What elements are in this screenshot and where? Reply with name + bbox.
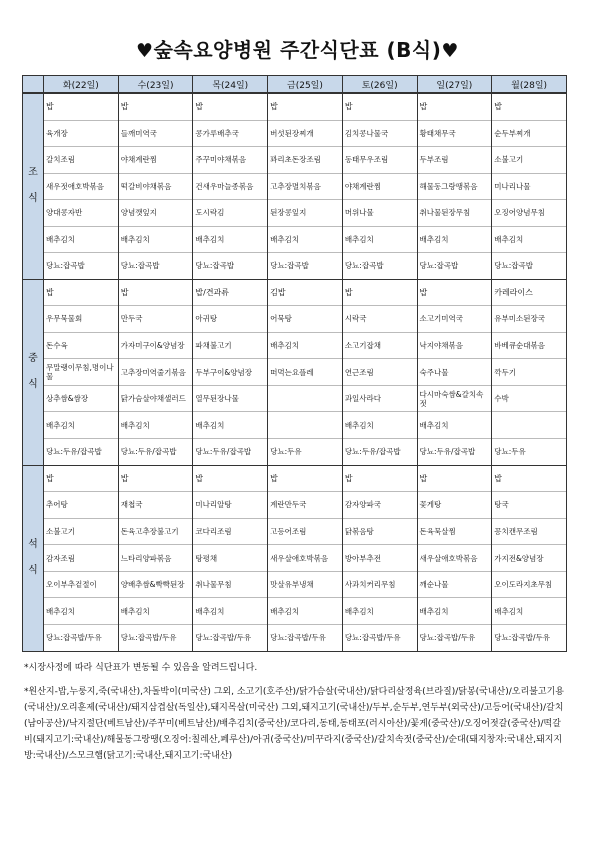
menu-item: 주꾸미야채볶음 [193, 147, 267, 174]
menu-item: 배추김치 [44, 598, 118, 625]
menu-cell [492, 465, 567, 651]
menu-item: 무말랭이무침,명이나물 [44, 359, 118, 386]
menu-item: 재첩국 [119, 492, 193, 519]
meal-label: 석 식 [23, 465, 44, 651]
menu-item: 새우젓애호박볶음 [44, 174, 118, 201]
menu-item: 수박 [492, 386, 566, 413]
menu-item: 순두부찌개 [492, 121, 566, 148]
menu-item-list [119, 280, 193, 465]
menu-item: 배추김치 [119, 598, 193, 625]
menu-item: 소불고기 [492, 147, 566, 174]
menu-item: 카레라이스 [492, 280, 566, 307]
menu-item-list [193, 280, 267, 465]
menu-item-list [343, 280, 417, 465]
menu-item-list [492, 280, 566, 465]
menu-item: 당뇨:잡곡밥 [270, 261, 309, 271]
menu-item: 돈수육 [44, 333, 118, 360]
day-header: 목(24일) [193, 76, 268, 94]
menu-item: 느타리양파볶음 [119, 545, 193, 572]
menu-item: 배추김치 [492, 598, 566, 625]
origin-text: *원산지-밥,누룽지,죽(국내산),차돌박이(미국산) 그외, 소고기(호주산)/닭가슴살(국내산)/닭다리살정육(브라질)/닭봉(국내산)/오리불고기용(국내산)/오리훈제(국내산)/돼지삼겹살(독일산),돼지목살(미국산) 그외,돼지고기(국내산)/두부,순두부,연두부(외국산)/고등어(국내산)/갈치(남아공산)/낙지절단(베트남산)/주꾸미(베트남산)/배추김치(중국산)/코다리,동태,동태포(러시아산)/꽃게(중국산)/오징어젓갈(중국산)/떡갈비(돼지고기:국내산)/해물동그랑땡(오징어:칠레산,페루산)/아귀(중국산)/미꾸라지(중국산)/갈치속젓(중국산)/순대(돼지창자:국내산,돼지지방:국내산)/스모크햄(닭고기:국내산,돼지고기:국내산) [24, 687, 564, 761]
menu-item: 코다리조림 [193, 519, 267, 546]
menu-item: 시락국 [343, 306, 417, 333]
menu-item: 밥 [343, 466, 417, 493]
menu-item: 떠먹는요플레 [268, 359, 342, 386]
menu-item: 새우살애호박볶음 [418, 545, 492, 572]
menu-item: 콩가루배추국 [193, 121, 267, 148]
menu-item-list [193, 94, 267, 279]
menu-item: 방아부추전 [343, 545, 417, 572]
menu-item: 상추쌈&쌈장 [44, 386, 118, 413]
menu-item [492, 412, 566, 439]
menu-item-list [343, 466, 417, 651]
menu-item: 당뇨:잡곡밥/두유 [270, 633, 326, 643]
menu-cell [417, 93, 492, 279]
menu-item: 감자양파국 [343, 492, 417, 519]
menu-item: 맛살유부냉채 [268, 572, 342, 599]
menu-item: 소불고기 [44, 519, 118, 546]
menu-item-list [119, 94, 193, 279]
menu-item: 배추김치 [343, 412, 417, 439]
menu-item: 당뇨:두유/잡곡밥 [120, 447, 177, 457]
menu-item: 소고기미역국 [418, 306, 492, 333]
menu-item: 가자미구이&양념장 [119, 333, 193, 360]
meal-row [23, 465, 567, 651]
menu-item: 밥 [44, 466, 118, 493]
heart-icon: ♥ [136, 40, 154, 62]
menu-item: 낙지야채볶음 [418, 333, 492, 360]
menu-item: 밥 [418, 466, 492, 493]
menu-item-list [193, 466, 267, 651]
day-header: 토(26일) [342, 76, 417, 94]
meal-label: 중 식 [23, 279, 44, 465]
menu-item: 배추김치 [492, 227, 566, 254]
menu-item: 파채불고기 [193, 333, 267, 360]
menu-item: 유부미소된장국 [492, 306, 566, 333]
menu-item: 김밥 [268, 280, 342, 307]
menu-item-list [44, 466, 118, 651]
menu-item: 배추김치 [343, 598, 417, 625]
menu-item: 사과치커리무침 [343, 572, 417, 599]
menu-item: 닭가슴살야채샐러드 [119, 386, 193, 413]
heart-icon: ♥ [441, 40, 459, 62]
menu-item: 양대콩자반 [44, 200, 118, 227]
menu-item: 들깨미역국 [119, 121, 193, 148]
menu-cell [118, 93, 193, 279]
menu-item: 고등어조림 [268, 519, 342, 546]
menu-item: 밥 [343, 280, 417, 307]
menu-item: 김치콩나물국 [343, 121, 417, 148]
menu-item: 당뇨:잡곡밥 [46, 261, 85, 271]
menu-cell [118, 279, 193, 465]
menu-item: 오징어양념무침 [492, 200, 566, 227]
menu-cell [118, 465, 193, 651]
menu-item: 감자조림 [44, 545, 118, 572]
menu-cell [268, 93, 343, 279]
menu-item-list [44, 280, 118, 465]
menu-item: 당뇨:잡곡밥/두유 [494, 633, 550, 643]
menu-item: 꽈리초돈장조림 [268, 147, 342, 174]
menu-item: 꽁치캔무조림 [492, 519, 566, 546]
menu-item: 오이부추겉절이 [44, 572, 118, 599]
menu-item: 당뇨:잡곡밥 [344, 261, 384, 271]
menu-item: 밥 [44, 280, 118, 307]
menu-item: 당뇨:잡곡밥/두유 [344, 633, 401, 643]
menu-item: 당뇨:잡곡밥 [120, 261, 160, 271]
menu-item: 계란만두국 [268, 492, 342, 519]
menu-item: 다시마숙쌈&갈치속젓 [418, 386, 492, 413]
menu-item: 당뇨:두유/잡곡밥 [46, 447, 102, 457]
menu-item: 당뇨:잡곡밥 [195, 261, 235, 271]
menu-item: 밥 [268, 94, 342, 121]
menu-item: 밥 [119, 466, 193, 493]
day-header: 수(23일) [118, 76, 193, 94]
menu-item: 밥 [193, 94, 267, 121]
meal-row [23, 93, 567, 279]
menu-item-list [119, 466, 193, 651]
menu-item: 머위나물 [343, 200, 417, 227]
menu-item: 고추장멸치볶음 [268, 174, 342, 201]
menu-item [268, 386, 342, 413]
menu-cell [193, 93, 268, 279]
meal-row [23, 279, 567, 465]
menu-item: 밥 [119, 94, 193, 121]
menu-item: 배추김치 [418, 598, 492, 625]
menu-item: 배추김치 [418, 227, 492, 254]
menu-cell [342, 465, 417, 651]
menu-item: 깨순나물 [418, 572, 492, 599]
menu-item: 된장콩잎지 [268, 200, 342, 227]
menu-cell [492, 279, 567, 465]
menu-item: 육개장 [44, 121, 118, 148]
menu-item: 양념깻잎지 [119, 200, 193, 227]
menu-item: 오이도라지초무침 [492, 572, 566, 599]
menu-item: 야채계란찜 [343, 174, 417, 201]
menu-item: 새우살애호박볶음 [268, 545, 342, 572]
menu-item: 취나물무침 [193, 572, 267, 599]
menu-item: 배추김치 [268, 333, 342, 360]
menu-item: 건새우마늘종볶음 [193, 174, 267, 201]
menu-item: 배추김치 [193, 227, 267, 254]
menu-item-list [44, 94, 118, 279]
menu-item: 배추김치 [268, 598, 342, 625]
menu-item: 밥 [418, 280, 492, 307]
menu-item-list [492, 94, 566, 279]
menu-item: 동태무우조림 [343, 147, 417, 174]
day-header: 화(22일) [44, 76, 119, 94]
menu-item: 숙주나물 [418, 359, 492, 386]
menu-item: 밥 [343, 94, 417, 121]
menu-item: 탕평채 [193, 545, 267, 572]
menu-cell [44, 465, 119, 651]
menu-item-list [268, 280, 342, 465]
menu-item: 밥 [268, 466, 342, 493]
notes [24, 660, 564, 772]
menu-body [23, 93, 567, 651]
menu-item: 당뇨:두유/잡곡밥 [419, 447, 476, 457]
day-header: 월(28일) [492, 76, 567, 94]
menu-item: 황태채무국 [418, 121, 492, 148]
menu-item-list [268, 466, 342, 651]
menu-item [268, 412, 342, 439]
menu-item: 깍두기 [492, 359, 566, 386]
menu-item: 연근조림 [343, 359, 417, 386]
menu-item: 아귀탕 [193, 306, 267, 333]
menu-item: 당뇨:두유/잡곡밥 [344, 447, 401, 457]
menu-item: 배추김치 [193, 598, 267, 625]
day-header: 일(27일) [417, 76, 492, 94]
menu-table [22, 75, 567, 652]
menu-item: 해물동그랑땡볶음 [418, 174, 492, 201]
menu-item: 배추김치 [119, 412, 193, 439]
menu-cell [193, 279, 268, 465]
menu-item: 갈치조림 [44, 147, 118, 174]
menu-item: 당뇨:잡곡밥 [419, 261, 459, 271]
menu-item-list [268, 94, 342, 279]
menu-item: 돈육묵살찜 [418, 519, 492, 546]
corner-cell [23, 76, 44, 94]
menu-item: 열무된장나물 [193, 386, 267, 413]
menu-item-list [418, 466, 492, 651]
menu-item: 바베큐순대볶음 [492, 333, 566, 360]
menu-item-list [418, 280, 492, 465]
menu-item: 양배추쌈&빡빡된장 [119, 572, 193, 599]
menu-item: 밥 [492, 94, 566, 121]
menu-item: 취나물된장무침 [418, 200, 492, 227]
menu-item: 고추장미역줄기볶음 [119, 359, 193, 386]
menu-item: 밥 [492, 466, 566, 493]
menu-item: 도시락김 [193, 200, 267, 227]
menu-item: 당뇨:두유 [270, 447, 302, 457]
menu-cell [44, 93, 119, 279]
menu-item: 가지전&양념장 [492, 545, 566, 572]
menu-cell [44, 279, 119, 465]
menu-cell [342, 279, 417, 465]
notice-text: *시장사정에 따라 식단표가 변동될 수 있음을 알려드립니다. [24, 663, 258, 673]
title-text: 숲속요양병원 주간식단표 (B식) [153, 38, 442, 62]
menu-item: 배추김치 [418, 412, 492, 439]
menu-cell [492, 93, 567, 279]
menu-item: 미나리알탕 [193, 492, 267, 519]
menu-item: 당뇨:두유 [494, 447, 526, 457]
menu-item: 미나리나물 [492, 174, 566, 201]
menu-item: 소고기잡채 [343, 333, 417, 360]
menu-item: 떡갈비야채볶음 [119, 174, 193, 201]
menu-item: 추어탕 [44, 492, 118, 519]
menu-item: 배추김치 [119, 227, 193, 254]
menu-item: 당뇨:잡곡밥 [494, 261, 533, 271]
menu-item: 만두국 [119, 306, 193, 333]
menu-cell [268, 279, 343, 465]
menu-item: 배추김치 [44, 412, 118, 439]
menu-item: 당뇨:잡곡밥/두유 [46, 633, 102, 643]
menu-item: 밥/견과류 [193, 280, 267, 307]
menu-item-list [492, 466, 566, 651]
menu-item: 당뇨:잡곡밥/두유 [419, 633, 476, 643]
menu-item: 밥 [44, 94, 118, 121]
menu-item: 배추김치 [343, 227, 417, 254]
menu-item-list [418, 94, 492, 279]
menu-item: 어묵탕 [268, 306, 342, 333]
page-title [0, 34, 595, 63]
menu-item: 밥 [193, 466, 267, 493]
menu-item: 당뇨:잡곡밥/두유 [120, 633, 177, 643]
menu-item: 닭볶음탕 [343, 519, 417, 546]
menu-item: 돈육고추장불고기 [119, 519, 193, 546]
menu-cell [417, 465, 492, 651]
menu-item: 두부구이&양념장 [193, 359, 267, 386]
menu-cell [417, 279, 492, 465]
meal-label: 조 식 [23, 93, 44, 279]
menu-item: 야채계란찜 [119, 147, 193, 174]
menu-item: 우무묵물회 [44, 306, 118, 333]
menu-item: 탕국 [492, 492, 566, 519]
menu-item: 꽃게탕 [418, 492, 492, 519]
menu-cell [342, 93, 417, 279]
menu-item: 버섯된장찌개 [268, 121, 342, 148]
menu-item: 밥 [418, 94, 492, 121]
menu-item: 배추김치 [193, 412, 267, 439]
day-header-row [23, 76, 567, 94]
day-header: 금(25일) [268, 76, 343, 94]
menu-item: 두부조림 [418, 147, 492, 174]
menu-item: 밥 [119, 280, 193, 307]
menu-item: 배추김치 [44, 227, 118, 254]
menu-item: 과일사라다 [343, 386, 417, 413]
menu-item: 당뇨:두유/잡곡밥 [195, 447, 252, 457]
menu-item: 당뇨:잡곡밥/두유 [195, 633, 252, 643]
menu-item-list [343, 94, 417, 279]
menu-cell [268, 465, 343, 651]
menu-cell [193, 465, 268, 651]
menu-item: 배추김치 [268, 227, 342, 254]
